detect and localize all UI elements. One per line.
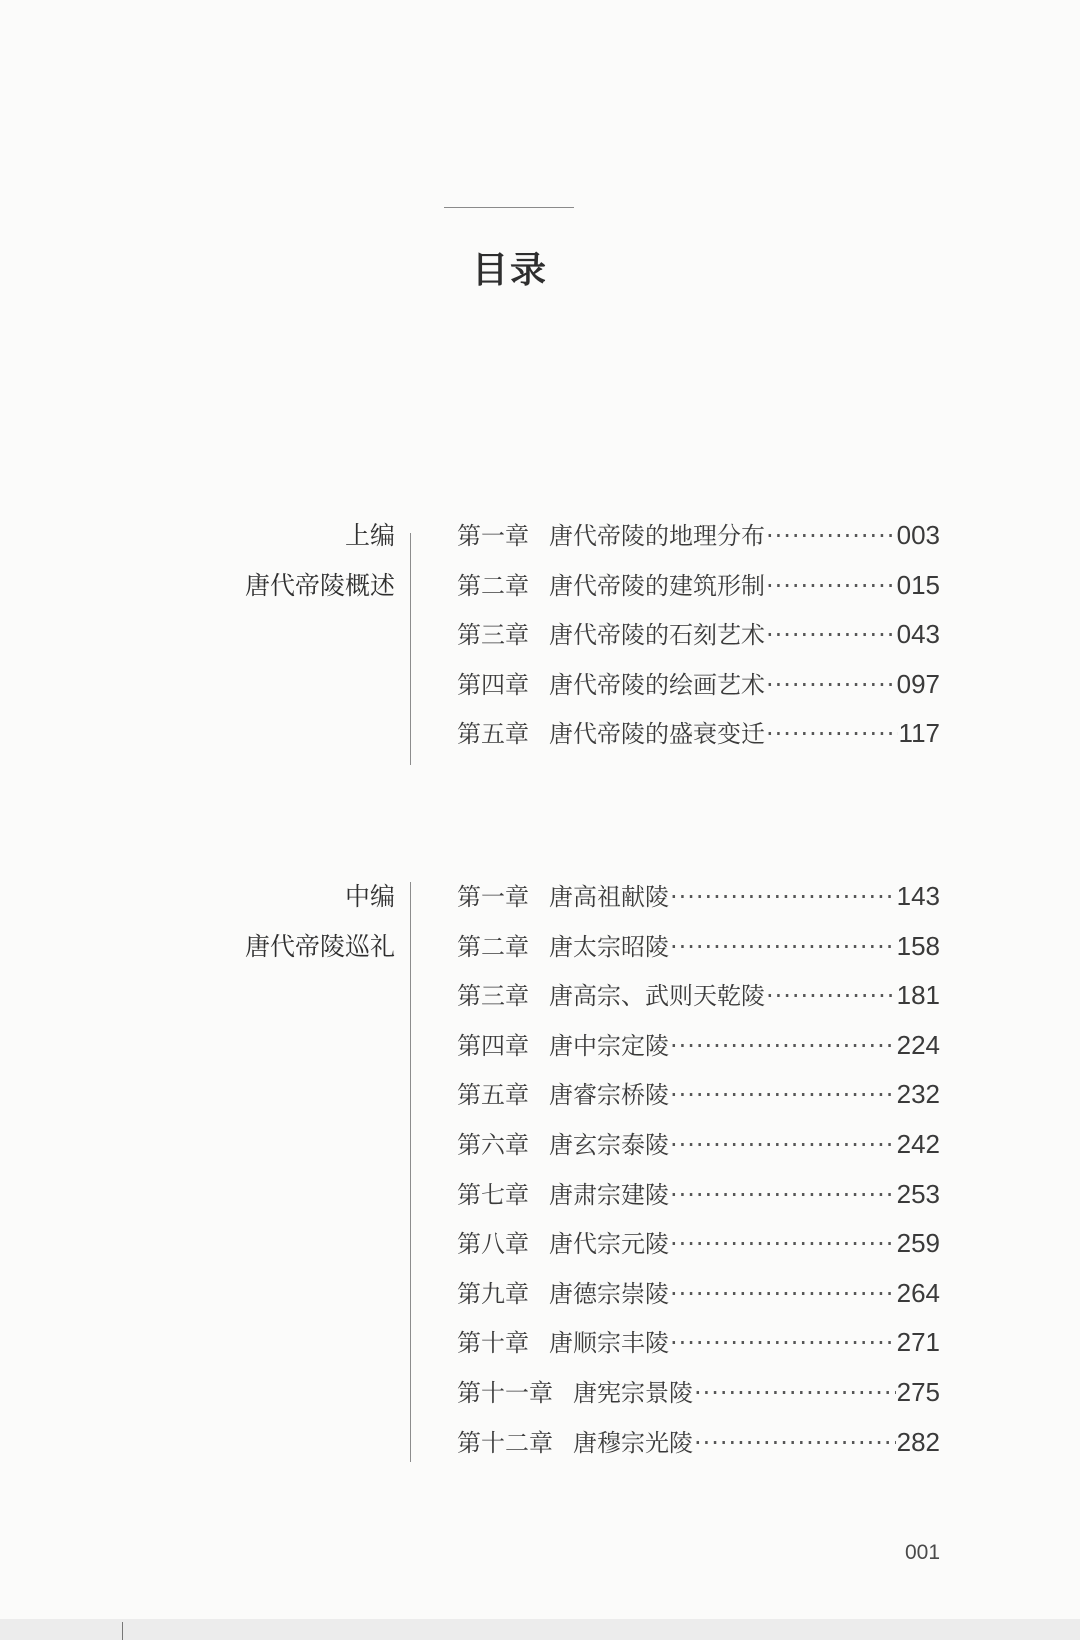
dot-leader (670, 1071, 896, 1121)
chapter-item[interactable] (457, 709, 940, 759)
chapter-list (457, 511, 940, 759)
chapter-title: 唐代宗元陵 (549, 1230, 669, 1259)
chapter-item[interactable] (457, 561, 940, 611)
dot-leader (766, 661, 896, 711)
chapter-title: 唐宪宗景陵 (573, 1378, 693, 1407)
chapter-number: 第一章 (457, 883, 529, 911)
chapter-title: 唐代帝陵的绘画艺术 (549, 670, 765, 699)
chapter-item[interactable] (457, 610, 940, 660)
dot-leader (670, 923, 896, 973)
dot-leader (670, 1319, 896, 1369)
chapter-page: 003 (896, 520, 940, 550)
part-label-line1: 上编 (344, 521, 395, 550)
chapter-item[interactable] (457, 1070, 940, 1120)
dot-leader (766, 512, 896, 562)
chapter-title: 唐高宗、武则天乾陵 (549, 982, 765, 1011)
part-label (245, 872, 395, 972)
page-title: 目录 (471, 250, 548, 291)
chapter-number: 第五章 (457, 720, 529, 749)
chapter-number: 第二章 (457, 932, 529, 961)
chapter-page: 232 (896, 1079, 940, 1110)
chapter-title: 唐玄宗泰陵 (549, 1130, 669, 1159)
chapter-title: 唐德宗崇陵 (549, 1279, 669, 1308)
dot-leader (766, 972, 896, 1022)
part-label-line1: 中编 (344, 882, 395, 911)
chapter-item[interactable] (457, 922, 940, 972)
title-rule (444, 207, 574, 208)
chapter-number: 第四章 (457, 1031, 529, 1060)
chapter-page: 143 (896, 881, 940, 911)
chapter-item[interactable] (457, 1170, 940, 1220)
part-label (245, 511, 395, 611)
chapter-title: 唐高祖献陵 (549, 883, 669, 911)
chapter-title: 唐顺宗丰陵 (549, 1329, 669, 1358)
dot-leader (670, 873, 896, 923)
chapter-page: 253 (896, 1178, 940, 1209)
dot-leader (766, 611, 896, 661)
chapter-number: 第七章 (457, 1180, 529, 1209)
chapter-item[interactable] (457, 872, 940, 922)
chapter-number: 第十章 (457, 1329, 529, 1358)
chapter-item[interactable] (457, 660, 940, 710)
page-number: 001 (905, 1541, 941, 1564)
chapter-page: 271 (896, 1327, 940, 1358)
chapter-number: 第三章 (457, 982, 529, 1011)
dot-leader (670, 1220, 896, 1270)
dot-leader (766, 562, 896, 612)
chapter-page: 097 (896, 668, 940, 699)
chapter-page: 181 (896, 980, 940, 1011)
chapter-title: 唐睿宗桥陵 (549, 1081, 669, 1110)
part-divider (410, 882, 411, 1462)
chapter-item[interactable] (457, 1269, 940, 1319)
chapter-number: 第五章 (457, 1081, 529, 1110)
chapter-item[interactable] (457, 1021, 940, 1071)
bottom-edge-tick (122, 1622, 123, 1640)
chapter-number: 第三章 (457, 621, 529, 650)
chapter-number: 第四章 (457, 670, 529, 699)
chapter-item[interactable] (457, 1418, 940, 1468)
chapter-page: 242 (896, 1128, 940, 1159)
chapter-page: 158 (896, 930, 940, 961)
chapter-item[interactable] (457, 1318, 940, 1368)
chapter-page: 224 (896, 1029, 940, 1060)
dot-leader (694, 1369, 896, 1419)
dot-leader (766, 710, 898, 760)
dot-leader (670, 1121, 896, 1171)
dot-leader (670, 1171, 896, 1221)
chapter-page: 259 (896, 1228, 940, 1259)
chapter-title: 唐代帝陵的地理分布 (549, 522, 765, 550)
chapter-title: 唐穆宗光陵 (573, 1428, 693, 1457)
chapter-title: 唐代帝陵的盛衰变迁 (549, 720, 765, 749)
chapter-number: 第十一章 (457, 1378, 553, 1407)
dot-leader (670, 1022, 896, 1072)
chapter-number: 第一章 (457, 522, 529, 550)
chapter-page: 264 (896, 1277, 940, 1308)
chapter-item[interactable] (457, 1120, 940, 1170)
chapter-title: 唐代帝陵的建筑形制 (549, 571, 765, 600)
chapter-item[interactable] (457, 971, 940, 1021)
chapter-page: 015 (896, 569, 940, 600)
chapter-title: 唐肃宗建陵 (549, 1180, 669, 1209)
chapter-page: 043 (896, 619, 940, 650)
chapter-number: 第八章 (457, 1230, 529, 1259)
dot-leader (694, 1419, 896, 1469)
chapter-item[interactable] (457, 1368, 940, 1418)
chapter-number: 第六章 (457, 1130, 529, 1159)
chapter-number: 第九章 (457, 1279, 529, 1308)
part-label-line2: 唐代帝陵巡礼 (244, 932, 395, 961)
chapter-number: 第二章 (457, 571, 529, 600)
chapter-number: 第十二章 (457, 1428, 553, 1457)
chapter-page: 275 (896, 1376, 940, 1407)
chapter-item[interactable] (457, 511, 940, 561)
part-label-line2: 唐代帝陵概述 (244, 571, 395, 600)
chapter-title: 唐中宗定陵 (549, 1031, 669, 1060)
part-divider (410, 533, 411, 765)
dot-leader (670, 1270, 896, 1320)
chapter-page: 117 (898, 718, 940, 749)
bottom-edge-band (0, 1619, 1080, 1640)
chapter-list (457, 872, 940, 1467)
chapter-page: 282 (896, 1426, 940, 1457)
chapter-item[interactable] (457, 1219, 940, 1269)
chapter-title: 唐代帝陵的石刻艺术 (549, 621, 765, 650)
chapter-title: 唐太宗昭陵 (549, 932, 669, 961)
